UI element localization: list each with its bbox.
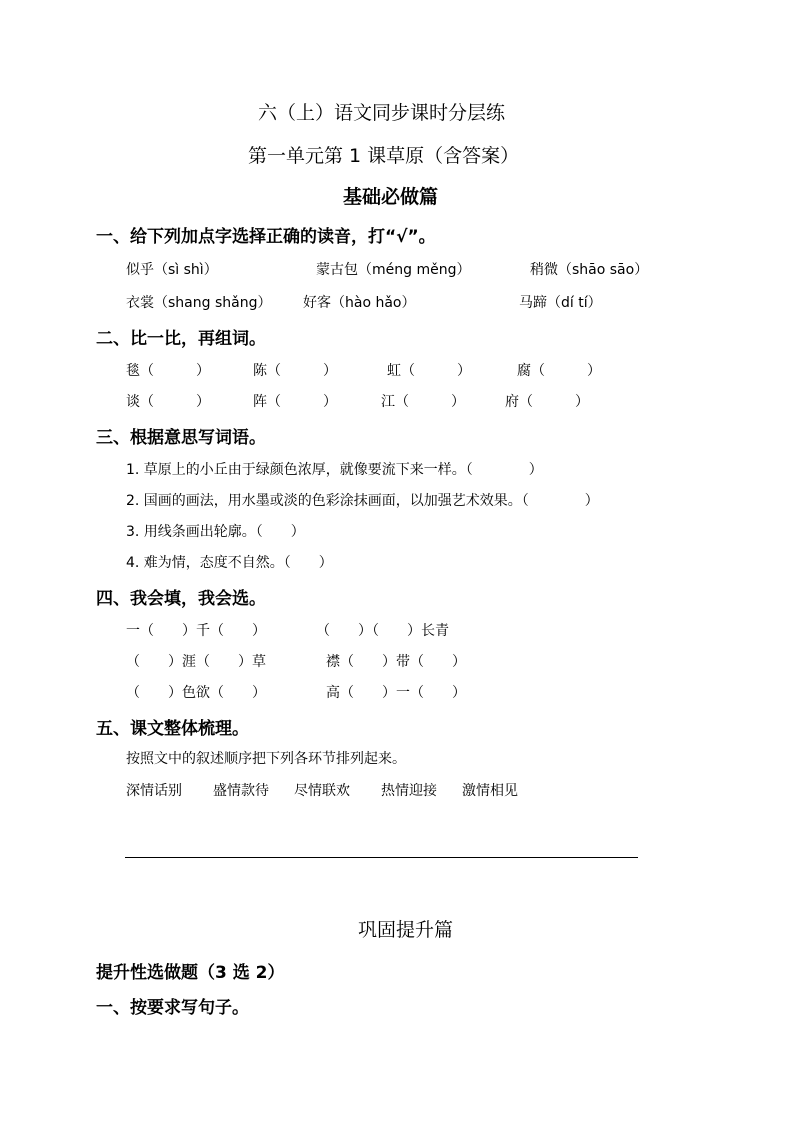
- q3-item: 1. 草原上的小丘由于绿颜色浓厚，就像要流下来一样。（ ）: [126, 462, 543, 478]
- section-advanced-title: 巩固提升篇: [358, 919, 454, 941]
- q2-item: 腐（ ）: [517, 363, 601, 379]
- q2-item: 虹（ ）: [387, 363, 471, 379]
- advanced-q1-heading: 一、按要求写句子。: [96, 998, 249, 1018]
- q1-item: 蒙古包（méng měng）: [316, 262, 471, 278]
- q5-heading: 五、课文整体梳理。: [96, 719, 249, 739]
- q5-option: 盛情款待: [213, 783, 269, 799]
- q4-item: 高（ ）一（ ）: [326, 685, 466, 701]
- q3-item: 4. 难为情，态度不自然。（ ）: [126, 555, 333, 571]
- q1-item: 稍微（shāo sāo）: [530, 262, 649, 278]
- q2-item: 毯（ ）: [126, 363, 210, 379]
- q5-instruction: 按照文中的叙述顺序把下列各环节排列起来。: [126, 751, 406, 767]
- q1-item: 马蹄（dí tí）: [519, 295, 602, 311]
- q1-item: 似乎（sì shì）: [126, 262, 218, 278]
- page-title: 六（上）语文同步课时分层练: [258, 102, 506, 124]
- q4-heading: 四、我会填，我会选。: [96, 589, 266, 609]
- q4-item: （ ）（ ）长青: [316, 623, 449, 639]
- q2-item: 谈（ ）: [126, 394, 210, 410]
- advanced-subtitle: 提升性选做题（3 选 2）: [96, 963, 285, 983]
- q5-option: 深情话别: [126, 783, 182, 799]
- q4-item: 襟（ ）带（ ）: [326, 654, 466, 670]
- q1-item: 好客（hào hǎo）: [303, 295, 416, 311]
- q3-item: 2. 国画的画法，用水墨或淡的色彩涂抹画面，以加强艺术效果。（ ）: [126, 493, 599, 509]
- q2-heading: 二、比一比，再组词。: [96, 329, 266, 349]
- q4-item: （ ）色欲（ ）: [126, 685, 266, 701]
- q4-item: （ ）涯（ ）草: [126, 654, 266, 670]
- page-subtitle: 第一单元第 1 课草原（含答案）: [248, 145, 520, 167]
- q1-item: 衣裳（shang shǎng）: [126, 295, 272, 311]
- q5-option: 尽情联欢: [294, 783, 350, 799]
- q1-heading: 一、给下列加点字选择正确的读音，打“√”。: [96, 227, 436, 247]
- q2-item: 陈（ ）: [253, 363, 337, 379]
- q2-item: 阵（ ）: [253, 394, 337, 410]
- q4-item: 一（ ）千（ ）: [126, 623, 266, 639]
- answer-line: [125, 857, 638, 858]
- q2-item: 江（ ）: [381, 394, 465, 410]
- section-basic-title: 基础必做篇: [343, 186, 439, 208]
- q3-item: 3. 用线条画出轮廓。（ ）: [126, 524, 305, 540]
- q2-item: 府（ ）: [505, 394, 589, 410]
- q5-option: 热情迎接: [381, 783, 437, 799]
- q5-option: 激情相见: [462, 783, 518, 799]
- q3-heading: 三、根据意思写词语。: [96, 428, 266, 448]
